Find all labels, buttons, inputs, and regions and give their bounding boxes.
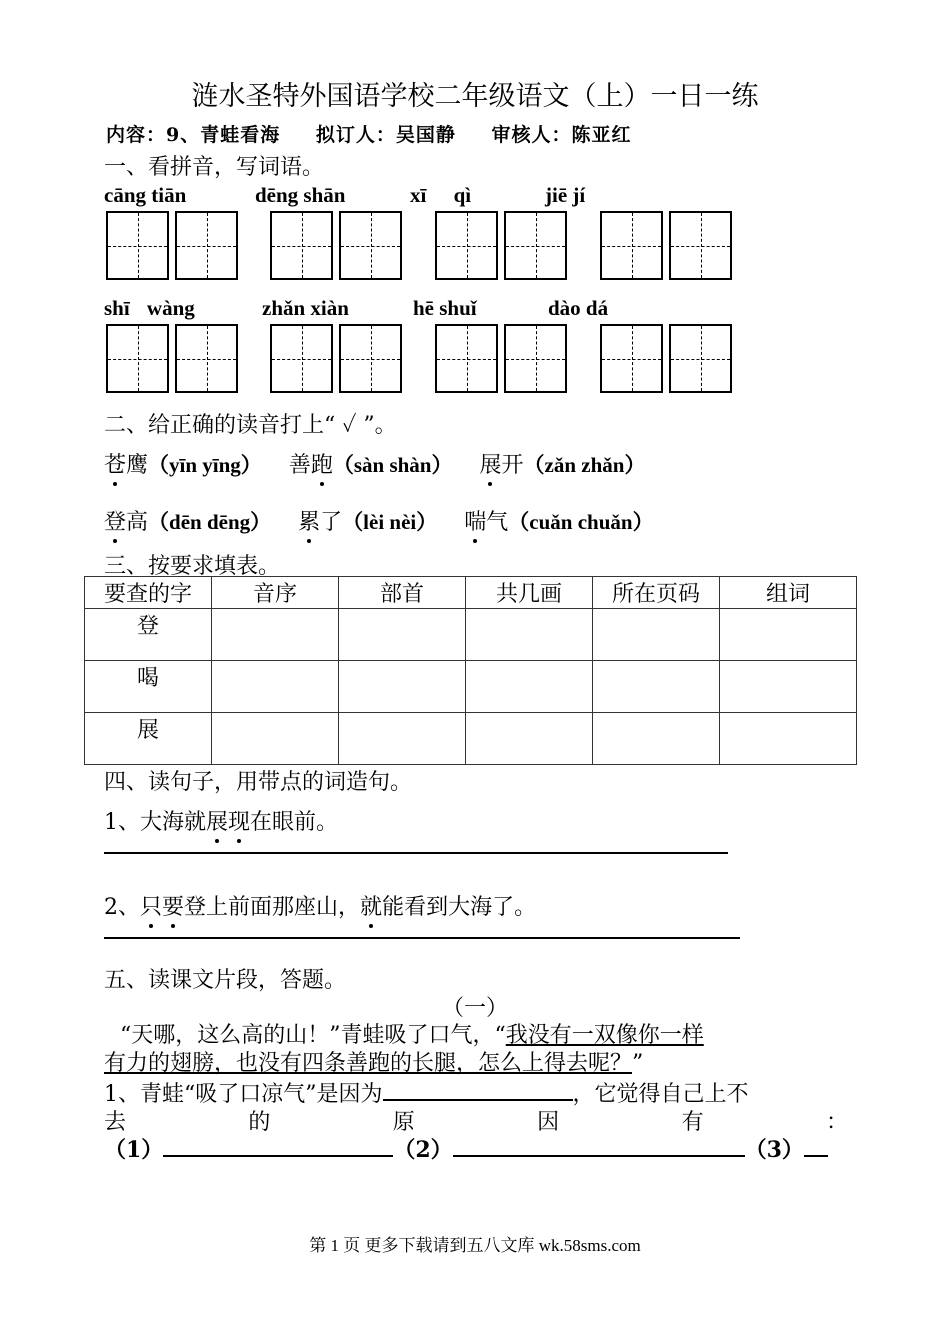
table-cell[interactable] — [466, 713, 593, 765]
meta-content: 内容：9、青蛙看海 — [106, 124, 281, 146]
pinyin-2: dēng shān — [255, 183, 346, 207]
table-row — [85, 661, 857, 713]
reasons-line: （1） （2） （3） — [104, 1133, 828, 1164]
writing-box[interactable] — [270, 324, 333, 393]
table-cell[interactable] — [593, 609, 720, 661]
reading-item[interactable]: 累了（lèi nèi） — [298, 510, 438, 535]
writing-box[interactable] — [270, 211, 333, 280]
col-header: 组词 — [720, 577, 857, 609]
row-char: 喝 — [85, 661, 212, 713]
answer-blank[interactable] — [453, 1135, 745, 1157]
section1-heading: 一、看拼音，写词语。 — [104, 155, 325, 180]
table-cell[interactable] — [720, 713, 857, 765]
reading-item[interactable]: 喘气（cuǎn chuǎn） — [464, 510, 654, 535]
reading-row-2 — [104, 505, 674, 536]
meta-author: 拟订人：吴国静 — [315, 124, 456, 146]
writing-box[interactable] — [175, 324, 238, 393]
writing-box[interactable] — [339, 211, 402, 280]
col-header: 音序 — [212, 577, 339, 609]
reading-item[interactable]: 展开（zǎn zhǎn） — [479, 453, 646, 478]
row-char: 展 — [85, 713, 212, 765]
pinyin-1: cāng tiān — [104, 183, 187, 207]
question-1: 1、青蛙“吸了口凉气”是因为 ，它觉得自己上不 — [104, 1077, 749, 1108]
table-row — [85, 609, 857, 661]
pinyin-3: xī qì — [410, 183, 472, 207]
meta-line — [106, 120, 660, 147]
answer-blank[interactable] — [383, 1079, 573, 1101]
table-cell[interactable] — [339, 661, 466, 713]
lookup-table — [84, 576, 857, 765]
page-footer: 第 1 页 更多下载请到五八文库 wk.58sms.com — [309, 1236, 641, 1255]
reading-row-1 — [104, 448, 665, 479]
section5-heading: 五、读课文片段，答题。 — [104, 968, 347, 993]
writing-box[interactable] — [600, 211, 663, 280]
pinyin-5: shī wàng — [104, 296, 195, 320]
table-cell[interactable] — [339, 609, 466, 661]
table-cell[interactable] — [212, 661, 339, 713]
col-header: 部首 — [339, 577, 466, 609]
writing-box[interactable] — [669, 324, 732, 393]
writing-box[interactable] — [339, 324, 402, 393]
sentence-2: 2、只要登上前面那座山，就能看到大海了。 — [104, 895, 537, 920]
page-title: 涟水圣特外国语学校二年级语文（上）一日一练 — [191, 81, 759, 112]
table-cell[interactable] — [339, 713, 466, 765]
writing-box[interactable] — [175, 211, 238, 280]
meta-reviewer: 审核人：陈亚红 — [491, 124, 632, 146]
table-cell[interactable] — [212, 713, 339, 765]
writing-box[interactable] — [669, 211, 732, 280]
passage-number: （一） — [441, 996, 508, 1021]
col-header: 共几画 — [466, 577, 593, 609]
reading-item[interactable]: 登高（dēn dēng） — [104, 510, 272, 535]
table-cell[interactable] — [593, 661, 720, 713]
passage-line-2: 有力的翅膀，也没有四条善跑的长腿，怎么上得去呢？” — [104, 1051, 644, 1076]
writing-box[interactable] — [106, 324, 169, 393]
pinyin-6: zhǎn xiàn — [262, 296, 349, 320]
pinyin-7: hē shuǐ — [413, 296, 477, 320]
table-cell[interactable] — [720, 661, 857, 713]
answer-blank[interactable] — [163, 1135, 393, 1157]
table-row — [85, 713, 857, 765]
table-cell[interactable] — [466, 661, 593, 713]
question-1-cont: 去 的 原 因 有 ： — [104, 1110, 848, 1135]
table-cell[interactable] — [212, 609, 339, 661]
writing-box[interactable] — [504, 211, 567, 280]
writing-box[interactable] — [435, 324, 498, 393]
section3-heading: 三、按要求填表。 — [104, 554, 281, 579]
table-cell[interactable] — [593, 713, 720, 765]
table-header-row — [85, 577, 857, 609]
pinyin-4: jiē jí — [545, 183, 586, 207]
writing-box[interactable] — [435, 211, 498, 280]
answer-line-1[interactable] — [104, 852, 728, 854]
table-cell[interactable] — [466, 609, 593, 661]
passage-line-1: “天哪，这么高的山！”青蛙吸了口气，“我没有一双像你一样 — [120, 1023, 704, 1048]
section4-heading: 四、读句子，用带点的词造句。 — [104, 770, 413, 795]
writing-box[interactable] — [504, 324, 567, 393]
writing-box[interactable] — [600, 324, 663, 393]
sentence-1: 1、大海就展现在眼前。 — [104, 810, 339, 835]
section2-heading: 二、给正确的读音打上“ ✓ ”。 — [104, 413, 397, 438]
writing-box[interactable] — [106, 211, 169, 280]
answer-line-2[interactable] — [104, 937, 740, 939]
answer-blank[interactable] — [804, 1135, 828, 1157]
col-header: 所在页码 — [593, 577, 720, 609]
pinyin-8: dào dá — [548, 296, 609, 320]
row-char: 登 — [85, 609, 212, 661]
reading-item[interactable]: 苍鹰（yīn yīng） — [104, 453, 262, 478]
reading-item[interactable]: 善跑（sàn shàn） — [288, 453, 453, 478]
col-header: 要查的字 — [85, 577, 212, 609]
table-cell[interactable] — [720, 609, 857, 661]
